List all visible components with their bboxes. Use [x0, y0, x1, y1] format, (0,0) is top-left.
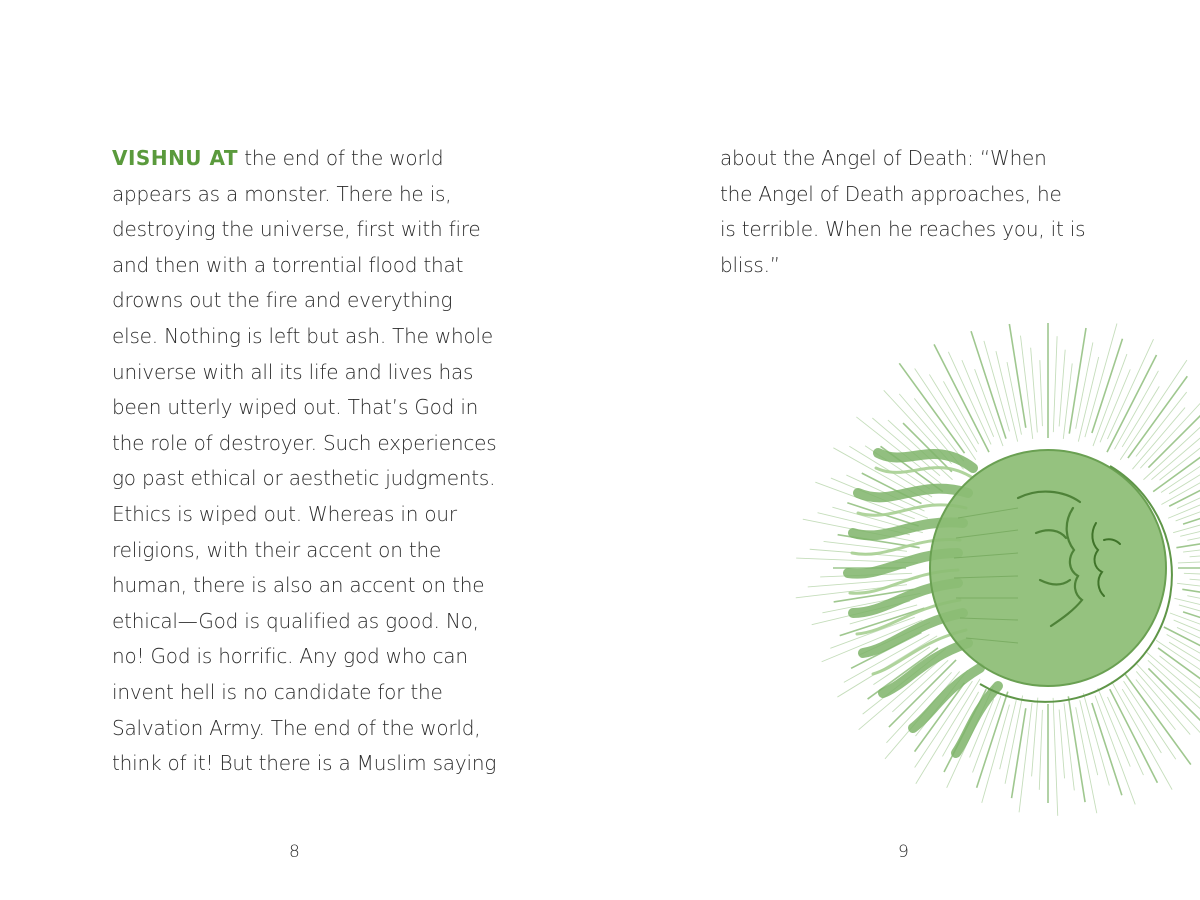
sun-ray [1059, 710, 1064, 779]
sun-ray [1178, 559, 1200, 563]
sun-ray [1032, 698, 1038, 777]
page-number-right: 9 [898, 842, 909, 862]
text-line-18: think of it! But there is a Muslim saying [112, 751, 497, 776]
sun-ray [1161, 449, 1200, 505]
sun-ray [1085, 324, 1117, 438]
text-line-1: VISHNU AT the end of the world [112, 146, 444, 170]
text-line-17: Salvation Army. The end of the world, [112, 715, 481, 740]
sun-ray [962, 360, 994, 437]
sun-ray [1136, 680, 1176, 730]
left-page-body [112, 141, 496, 782]
sun-ray [982, 705, 1010, 803]
sun-ray [1064, 703, 1074, 790]
sun-ray [1107, 697, 1143, 775]
right-page-body [720, 141, 1085, 283]
text-line-10: go past ethical or aesthetic judgments. [112, 466, 496, 491]
sun-ray [975, 369, 1003, 446]
sun-ray [948, 352, 991, 445]
sun-ray [1095, 696, 1135, 805]
text-line-14: ethical—God is qualified as good. No, [112, 608, 479, 633]
sun-ray [1053, 336, 1057, 432]
sun-ray [1007, 362, 1021, 435]
text-line-8: been utterly wiped out. That’s God in [112, 395, 479, 420]
text-line-12: religions, with their accent on the [112, 537, 442, 562]
sun-ray [1122, 689, 1161, 753]
sun-ray [1040, 360, 1043, 426]
text-line-4: bliss.” [720, 252, 780, 277]
sun-ray [1092, 339, 1123, 433]
sun-ray [1182, 589, 1200, 607]
sun-ray [1031, 348, 1038, 433]
sun-ray [1053, 698, 1058, 816]
sun-ray [1093, 354, 1127, 446]
sun-ray [1012, 708, 1026, 798]
text-line-16: invent hell is no candidate for the [112, 679, 443, 704]
text-line-1: about the Angel of Death: “When [720, 146, 1047, 170]
text-line-3: destroying the universe, first with fire [112, 217, 481, 242]
right-page [600, 0, 1200, 900]
sun-ray [1173, 509, 1200, 532]
sun-ray [1187, 521, 1200, 540]
sun-ray [1039, 710, 1042, 790]
sun-ray [1187, 596, 1200, 615]
sun-ray [1110, 689, 1158, 783]
sun-ray [1009, 324, 1025, 428]
sun-ray [971, 331, 1006, 438]
sun-ray [1184, 573, 1200, 577]
sun-ray [943, 381, 978, 444]
lead-in: VISHNU AT [112, 146, 239, 170]
text-line-6: else. Nothing is left but ash. The whole [112, 323, 494, 348]
text-line-5: drowns out the fire and everything [112, 288, 453, 313]
sun-and-moon-faces-icon [718, 318, 1200, 838]
text-line-11: Ethics is wiped out. Whereas in our [112, 501, 457, 526]
sun-ray [1100, 369, 1130, 442]
text-line-2: the Angel of Death approaches, he [720, 181, 1062, 206]
text-line-15: no! God is horrific. Any god who can [112, 644, 468, 669]
sun-ray [1092, 703, 1122, 795]
text-line-2: appears as a monster. There he is, [112, 181, 452, 206]
text-line-3: is terrible. When he reaches you, it is [720, 217, 1086, 242]
text-line-13: human, there is also an accent on the [112, 573, 485, 598]
sun-ray [1174, 620, 1200, 654]
sun-ray [915, 368, 976, 459]
sun-ray [1098, 688, 1131, 767]
sun-ray [1059, 350, 1065, 427]
sun-ray [1169, 642, 1200, 684]
sun-ray [1019, 703, 1032, 812]
text-line-7: universe with all its life and lives has [112, 359, 474, 384]
page-number-left: 8 [289, 842, 300, 862]
text-line-9: the role of destroyer. Such experiences [112, 430, 497, 455]
text-line-4: and then with a torrential flood that [112, 252, 464, 277]
sun-ray [1190, 548, 1200, 557]
